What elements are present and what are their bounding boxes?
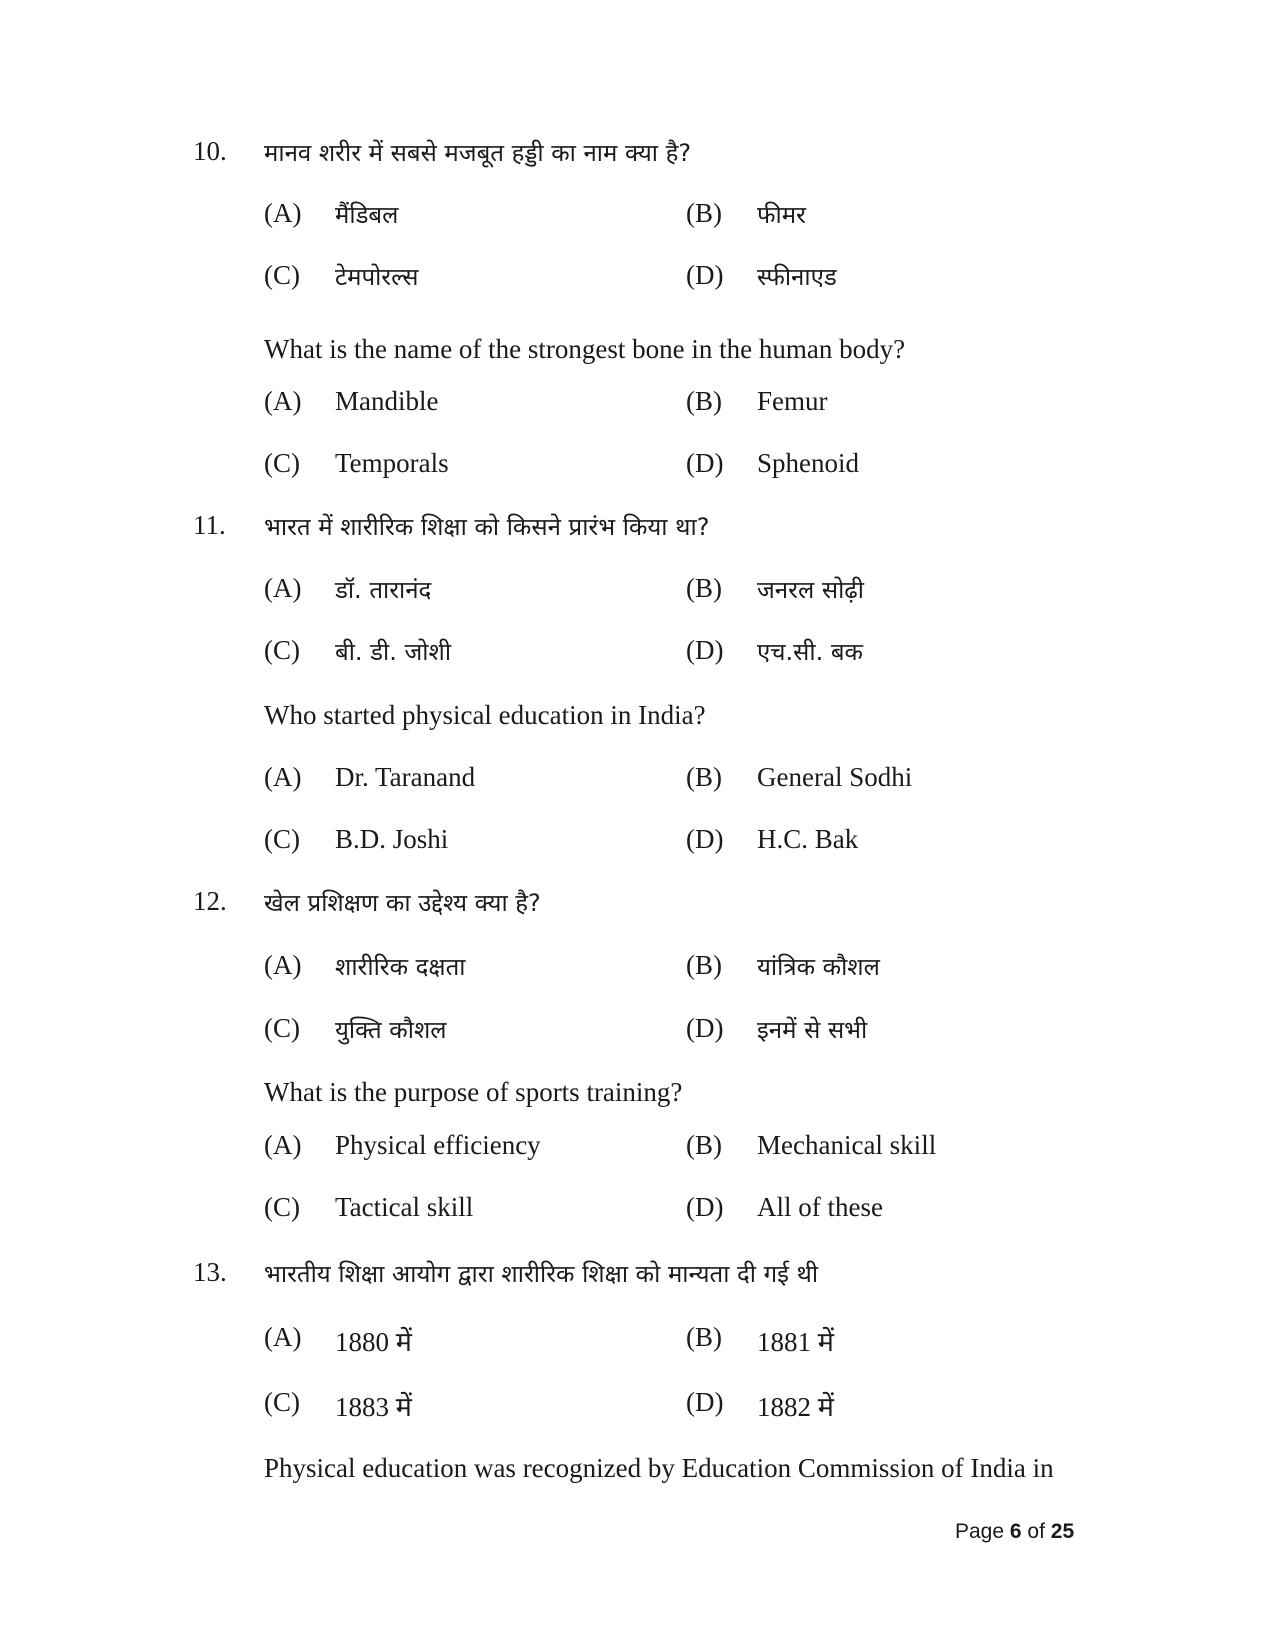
option-letter-a: (A): [264, 573, 302, 603]
question-number: 10.: [193, 136, 227, 166]
option-b-hindi: यांत्रिक कौशल: [757, 953, 880, 981]
question-text-english: What is the purpose of sports training?: [264, 1077, 683, 1107]
option-d-hindi: 1882 में: [757, 1392, 834, 1422]
option-letter-d: (D): [686, 1387, 724, 1417]
option-b-english: Femur: [757, 386, 828, 416]
option-letter-c: (C): [264, 1192, 300, 1222]
option-letter-c: (C): [264, 824, 300, 854]
option-a-hindi: मैंडिबल: [335, 201, 399, 229]
option-d-hindi: इनमें से सभी: [757, 1016, 868, 1044]
option-letter-b: (B): [686, 950, 722, 980]
option-letter-d: (D): [686, 824, 724, 854]
option-d-english: Sphenoid: [757, 448, 860, 478]
option-letter-a: (A): [264, 762, 302, 792]
question-text-english: Physical education was recognized by Education Commission of India in: [264, 1453, 1054, 1483]
option-a-english: Dr. Taranand: [335, 762, 476, 792]
option-letter-b: (B): [686, 573, 722, 603]
option-letter-b: (B): [686, 386, 722, 416]
option-letter-a: (A): [264, 198, 302, 228]
option-letter-a: (A): [264, 1322, 302, 1352]
option-letter-b: (B): [686, 1322, 722, 1352]
option-c-hindi: 1883 में: [335, 1392, 412, 1422]
question-text-english: Who started physical education in India?: [264, 700, 706, 730]
option-d-hindi: स्फीनाएड: [757, 263, 837, 291]
page-of-label: of: [1021, 1520, 1051, 1543]
option-b-hindi: 1881 में: [757, 1327, 834, 1357]
page-number: [955, 1520, 1074, 1544]
option-a-english: Mandible: [335, 386, 439, 416]
option-b-hindi: फीमर: [757, 201, 806, 229]
page-label: Page: [955, 1520, 1010, 1543]
option-a-english: Physical efficiency: [335, 1130, 541, 1160]
option-c-hindi: बी. डी. जोशी: [335, 638, 452, 666]
option-b-hindi: जनरल सोढ़ी: [757, 576, 865, 604]
question-text-english: What is the name of the strongest bone in the human body?: [264, 334, 906, 364]
option-c-english: B.D. Joshi: [335, 824, 449, 854]
option-d-hindi: एच.सी. बक: [757, 638, 863, 666]
option-b-english: General Sodhi: [757, 762, 913, 792]
total-pages: 25: [1050, 1520, 1075, 1543]
option-a-hindi: 1880 में: [335, 1327, 412, 1357]
option-letter-d: (D): [686, 448, 724, 478]
question-number: 12.: [193, 886, 227, 916]
option-c-english: Tactical skill: [335, 1192, 474, 1222]
option-letter-a: (A): [264, 950, 302, 980]
option-letter-d: (D): [686, 1192, 724, 1222]
option-letter-b: (B): [686, 762, 722, 792]
option-letter-d: (D): [686, 260, 724, 290]
option-d-english: H.C. Bak: [757, 824, 859, 854]
option-b-english: Mechanical skill: [757, 1130, 937, 1160]
question-text-hindi: भारत में शारीरिक शिक्षा को किसने प्रारंभ किया था?: [264, 513, 710, 541]
question-number: 11.: [193, 510, 226, 540]
option-letter-d: (D): [686, 635, 724, 665]
option-c-hindi: युक्ति कौशल: [335, 1016, 447, 1044]
question-text-hindi: भारतीय शिक्षा आयोग द्वारा शारीरिक शिक्षा को मान्यता दी गई थी: [264, 1260, 819, 1288]
option-letter-a: (A): [264, 1130, 302, 1160]
option-letter-b: (B): [686, 198, 722, 228]
question-text-hindi: मानव शरीर में सबसे मजबूत हड्डी का नाम क्या है?: [264, 139, 692, 167]
option-a-hindi: डॉ. तारानंद: [335, 576, 432, 604]
option-letter-d: (D): [686, 1013, 724, 1043]
option-c-hindi: टेमपोरल्स: [335, 263, 419, 291]
option-letter-c: (C): [264, 448, 300, 478]
option-letter-c: (C): [264, 1387, 300, 1417]
option-letter-c: (C): [264, 635, 300, 665]
option-c-english: Temporals: [335, 448, 449, 478]
current-page: 6: [1009, 1520, 1022, 1543]
option-letter-c: (C): [264, 260, 300, 290]
option-letter-c: (C): [264, 1013, 300, 1043]
option-letter-a: (A): [264, 386, 302, 416]
option-d-english: All of these: [757, 1192, 883, 1222]
option-letter-b: (B): [686, 1130, 722, 1160]
question-number: 13.: [193, 1257, 227, 1287]
question-text-hindi: खेल प्रशिक्षण का उद्देश्य क्या है?: [264, 889, 541, 917]
option-a-hindi: शारीरिक दक्षता: [335, 953, 466, 981]
